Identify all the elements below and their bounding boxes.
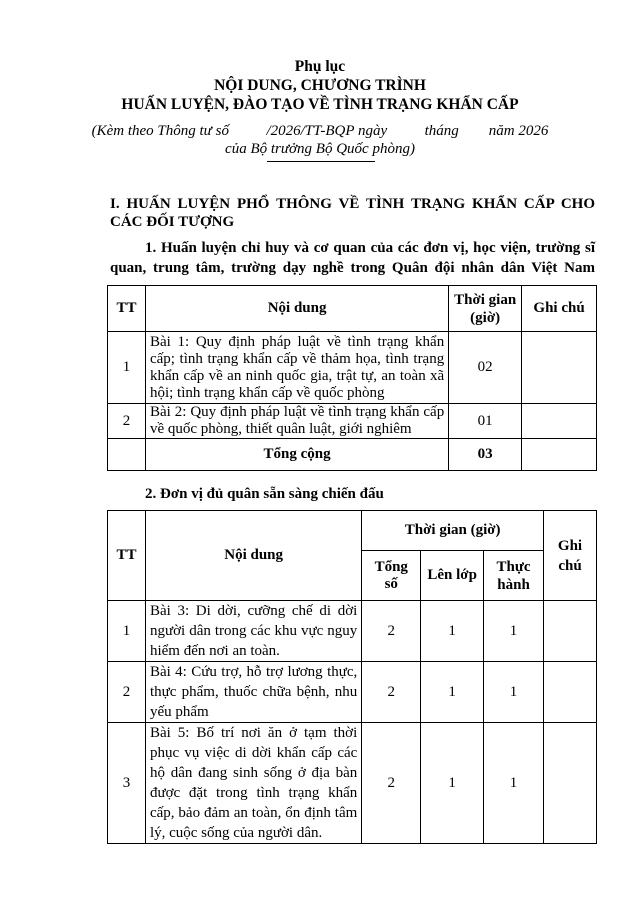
row-lecture: 1	[421, 601, 484, 662]
row-content: Bài 3: Di dời, cưỡng chế di dời người dân trong các khu vực nguy hiểm đến nơi an toàn.	[145, 601, 361, 662]
row-practice: 1	[484, 662, 544, 723]
training-table-2	[107, 510, 597, 844]
row-tt: 2	[108, 662, 146, 723]
col-header-practice: Thực hành	[484, 551, 544, 601]
total-value: 03	[449, 439, 522, 471]
subsection2-heading: 2. Đơn vị đủ quân sẵn sàng chiến đấu	[145, 486, 384, 502]
section1-heading-line2: CÁC ĐỐI TƯỢNG	[110, 214, 235, 230]
row-note	[522, 404, 597, 439]
col-header-time: Thời gian (giờ)	[449, 286, 522, 332]
col-header-content: Nội dung	[145, 286, 448, 332]
row-practice: 1	[484, 723, 544, 844]
row-time: 02	[449, 332, 522, 404]
row-total: 2	[362, 662, 421, 723]
row-tt: 1	[108, 332, 146, 404]
table-total-row	[108, 439, 597, 471]
doc-title-line1: NỘI DUNG, CHƯƠNG TRÌNH	[214, 77, 426, 94]
section1-heading-line1: I. HUẤN LUYỆN PHỔ THÔNG VỀ TÌNH TRẠNG KHẨN CẤP CHO	[110, 196, 595, 212]
table-row	[108, 404, 597, 439]
row-total: 2	[362, 723, 421, 844]
row-note	[522, 332, 597, 404]
table-row	[108, 601, 597, 662]
col-header-tt: TT	[108, 511, 146, 601]
table-row	[108, 332, 597, 404]
subsection1-heading-line2: quan, trung tâm, trường dạy nghề trong Quân đội nhân dân Việt Nam	[110, 260, 595, 276]
row-note	[544, 601, 597, 662]
row-lecture: 1	[421, 723, 484, 844]
row-content: Bài 2: Quy định pháp luật về tình trạng khẩn cấp về quốc phòng, thiết quân luật, giới nghiêm	[145, 404, 448, 439]
row-lecture: 1	[421, 662, 484, 723]
col-header-lecture: Lên lớp	[421, 551, 484, 601]
subsection1-heading-line1: 1. Huấn luyện chỉ huy và cơ quan của các đơn vị, học viện, trường sĩ	[145, 240, 595, 256]
table-row	[108, 662, 597, 723]
col-header-note: Ghi chú	[544, 511, 597, 601]
col-header-total: Tổng số	[362, 551, 421, 601]
table-row	[108, 723, 597, 844]
col-header-tt: TT	[108, 286, 146, 332]
training-table-1	[107, 285, 597, 471]
row-practice: 1	[484, 601, 544, 662]
doc-title-line2: HUẤN LUYỆN, ĐÀO TẠO VỀ TÌNH TRẠNG KHẨN CẤP	[121, 96, 519, 113]
col-header-content: Nội dung	[145, 511, 361, 601]
row-content: Bài 4: Cứu trợ, hỗ trợ lương thực, thực phẩm, thuốc chữa bệnh, nhu yếu phẩm	[145, 662, 361, 723]
appendix-label: Phụ lục	[294, 58, 346, 75]
row-tt: 2	[108, 404, 146, 439]
subtitle-underline	[267, 161, 375, 162]
row-tt: 1	[108, 601, 146, 662]
row-note	[544, 662, 597, 723]
row-content: Bài 1: Quy định pháp luật về tình trạng khẩn cấp; tình trạng khẩn cấp về thảm họa, tình trạng khẩn cấp về an ninh quốc gia, trật tự, an toàn xã hội; tình trạng khẩn cấp về quốc phòng	[145, 332, 448, 404]
col-header-note: Ghi chú	[522, 286, 597, 332]
row-tt: 3	[108, 723, 146, 844]
row-total: 2	[362, 601, 421, 662]
row-content: Bài 5: Bố trí nơi ăn ở tạm thời phục vụ việc di dời khẩn cấp các hộ dân đang sinh sống ở địa bàn được đặt trong tình trạng khẩn cấp, bảo đảm an toàn, ổn định tâm lý, cuộc sống của người dân.	[145, 723, 361, 844]
col-header-time: Thời gian (giờ)	[362, 511, 544, 551]
table-header-row	[108, 511, 597, 551]
row-time: 01	[449, 404, 522, 439]
doc-subtitle-line1: (Kèm theo Thông tư số /2026/TT-BQP ngày tháng năm 2026	[91, 123, 549, 139]
total-label: Tổng cộng	[145, 439, 448, 471]
doc-subtitle-line2: của Bộ trưởng Bộ Quốc phòng)	[225, 141, 415, 157]
table-header-row	[108, 286, 597, 332]
row-note	[544, 723, 597, 844]
